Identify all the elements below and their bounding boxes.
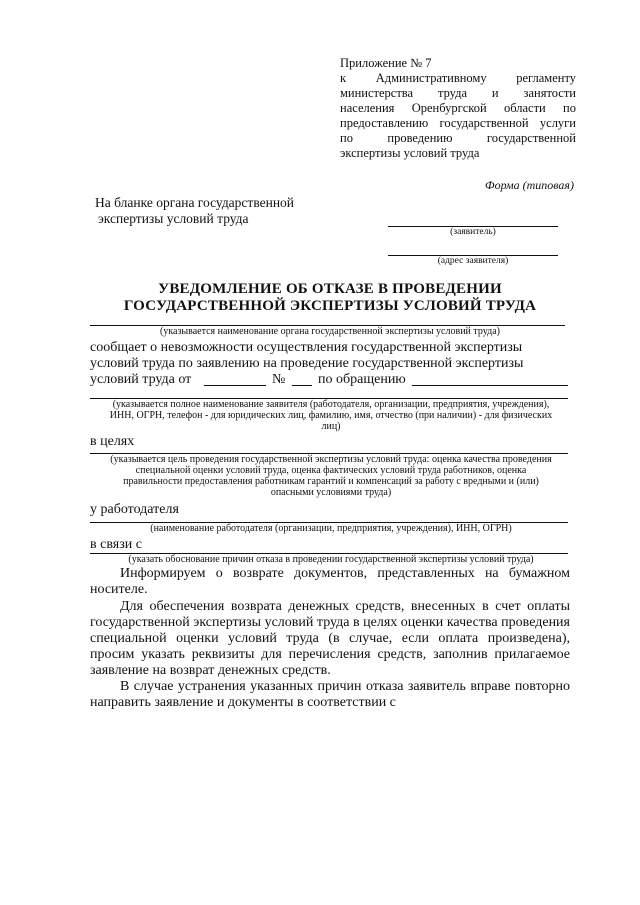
- applicant-field: [388, 226, 558, 237]
- applicant-name-caption: лиц): [321, 421, 341, 432]
- inform-line: сообщает о невозможности осуществления государственной экспертизы: [90, 340, 523, 355]
- address-caption: (адрес заявителя): [437, 256, 509, 266]
- document-title: [90, 281, 570, 315]
- inform-line-date-label: условий труда от: [90, 372, 192, 387]
- title-line: ГОСУДАРСТВЕННОЙ ЭКСПЕРТИЗЫ УСЛОВИЙ ТРУДА: [123, 298, 537, 314]
- appendix-line: населения Оренбургской области по: [340, 101, 576, 115]
- paragraph-funds-return: [90, 599, 570, 679]
- purpose-caption: (указывается цель проведения государственной экспертизы условий труда: оценка качества проведения: [110, 454, 552, 465]
- reason-caption: (указать обоснование причин отказа в проведении государственной экспертизы условий труда): [128, 554, 534, 565]
- letterhead-line: На бланке органа государственной: [95, 195, 295, 210]
- reason-label: в связи с: [90, 537, 142, 552]
- purpose-caption: опасными условиями труда): [270, 487, 392, 498]
- employer-label: у работодателя: [90, 502, 179, 517]
- applicant-name-caption: ИНН, ОГРН, телефон - для юридических лиц, фамилию, имя, отчество (при наличии) - для физических: [109, 410, 553, 421]
- appeal-label: по обращению: [318, 372, 406, 387]
- appendix-line: министерства труда и занятости: [340, 86, 576, 100]
- appendix-line: предоставлению государственной услуги: [340, 116, 576, 130]
- paragraph-text: В случае устранения указанных причин отказа заявитель вправе повторно направить заявление и документы в соответствии с: [90, 679, 570, 710]
- paragraph-documents-return: [90, 566, 570, 598]
- appeal-field-line: [412, 385, 568, 386]
- organ-caption: (указывается наименование органа государственной экспертизы условий труда): [160, 326, 500, 337]
- letterhead-line: экспертизы условий труда: [98, 211, 249, 226]
- purpose-caption: правильности предоставления работникам гарантий и компенсаций за работу с вредными и (или): [123, 476, 539, 487]
- inform-line: условий труда по заявлению на проведение государственной экспертизы: [90, 356, 524, 371]
- number-sign: №: [272, 372, 286, 387]
- form-type-label: Форма (типовая): [484, 178, 574, 192]
- paragraph-text: Информируем о возврате документов, представленных на бумажном носителе.: [90, 566, 570, 597]
- letterhead-note: [95, 195, 294, 227]
- appendix-block: [340, 56, 576, 161]
- date-field-line: [204, 385, 266, 386]
- title-line: УВЕДОМЛЕНИЕ ОБ ОТКАЗЕ В ПРОВЕДЕНИИ: [158, 281, 502, 297]
- applicant-caption: (заявитель): [450, 227, 496, 237]
- purpose-caption: специальной оценки условий труда, оценка фактических условий труда работников, оценка: [135, 465, 527, 476]
- paragraph-resubmission: [90, 679, 570, 711]
- appendix-line: Приложение № 7: [340, 56, 432, 70]
- paragraph-text: Для обеспечения возврата денежных средств, внесенных в счет оплаты государственной экспертизы условий труда в целях оценки качества проведения специальной оценки условий труда (в случае, если оплата произведена), просим указать реквизиты для перечисления средств, заполнив прилагаемое заявление на возврат денежных средств.: [90, 599, 570, 678]
- applicant-address-field: [388, 255, 558, 266]
- purpose-label: в целях: [90, 434, 135, 449]
- appendix-line: по проведению государственной: [340, 131, 576, 145]
- appendix-line: к Административному регламенту: [340, 71, 576, 85]
- appendix-line: экспертизы условий труда: [340, 146, 480, 160]
- applicant-name-caption: (указывается полное наименование заявителя (работодателя, организации, предприятия, учреждения),: [112, 399, 550, 410]
- number-field-line: [292, 385, 312, 386]
- employer-caption: (наименование работодателя (организации, предприятия, учреждения), ИНН, ОГРН): [150, 523, 512, 534]
